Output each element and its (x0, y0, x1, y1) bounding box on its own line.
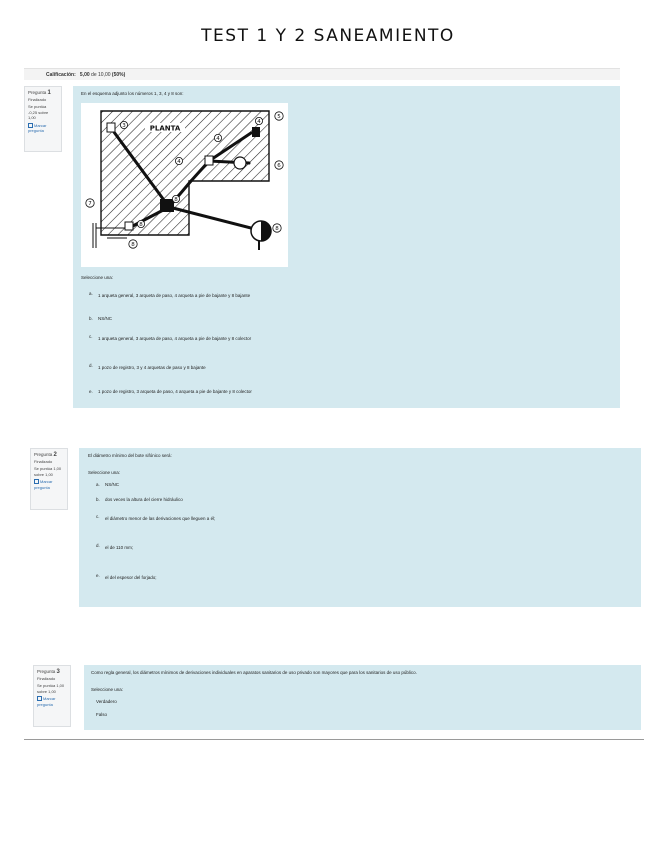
question-status-2: Finalizado (34, 458, 53, 464)
answer-option[interactable] (96, 482, 119, 488)
option-text: 1 arqueta general, 3 arqueta de paso, 4 arqueta a pie de bajante y 8 colector (98, 336, 252, 341)
option-letter: b. (89, 316, 93, 321)
sewage-scheme-figure (81, 103, 288, 267)
callout-5: 5 (277, 114, 281, 120)
select-label-1: Seleccione una: (81, 275, 114, 280)
callout-4b: 4 (257, 119, 261, 125)
answer-option[interactable] (96, 699, 117, 705)
answer-option[interactable] (96, 543, 133, 551)
grade-summary: Calificación: 5,00 de 10,00 (50%) (24, 68, 620, 80)
option-letter: b. (96, 497, 100, 502)
flag-question-link-1[interactable]: Marcar pregunta (28, 122, 47, 133)
option-text: el diámetro menor de las derivaciones que lleguen a él; (105, 516, 216, 521)
question-text-3: Como regla general, los diámetros mínimos de derivaciones individuales en aparatos sanitarios de uso privado son mayores que para los sanitarios de uso público. (91, 670, 417, 675)
option-letter: c. (89, 334, 93, 339)
page-divider (24, 739, 644, 740)
option-text: NS/NC (105, 482, 120, 487)
answer-option[interactable] (89, 363, 206, 371)
question-number-2: Pregunta 2 (34, 452, 57, 458)
question-status-3: Finalizado (37, 675, 56, 681)
callout-8d: 8 (275, 226, 279, 232)
option-text: 1 pozo de registro, 3 arqueta de paso, 4 arqueta a pie de bajante y 8 colector (98, 389, 252, 394)
question-text-1: En el esquema adjunto los números 1, 3, 4 y 8 son: (81, 91, 184, 96)
question-card-2 (79, 448, 641, 607)
callout-6: 6 (277, 163, 281, 169)
select-label-2: Seleccione una: (88, 470, 121, 475)
document-title: TEST 1 Y 2 SANEAMIENTO (201, 26, 455, 46)
option-text: el de 110 mm; (105, 545, 134, 550)
option-letter: e. (96, 573, 100, 578)
grade-percent: (50%) (111, 72, 126, 78)
callout-7: 7 (88, 201, 92, 207)
question-info-1 (24, 86, 62, 152)
question-info-2 (30, 448, 68, 510)
question-score-2: Se puntúa 1,00 sobre 1,00 (34, 466, 62, 477)
answer-option[interactable] (89, 334, 251, 342)
question-score-1: Se puntúa -0,25 sobre 1,00 (28, 104, 49, 120)
option-text: 1 pozo de registro, 3 y 4 arquetas de paso y 8 bajante (98, 365, 206, 370)
option-text: NS/NC (98, 316, 113, 321)
sewage-scheme-diagram (81, 103, 288, 267)
option-text: Verdadero (96, 699, 117, 704)
select-label-3: Seleccione una: (91, 687, 124, 692)
callout-8a: 8 (174, 197, 178, 203)
option-letter: a. (96, 482, 100, 487)
flag-question-link-2[interactable]: Marcar pregunta (34, 479, 53, 490)
answer-option[interactable] (96, 712, 107, 718)
option-text: el del espesor del forjado; (105, 575, 157, 580)
grade-rest: de 10,00 (91, 72, 111, 78)
option-text: dos veces la altura del cierre hidráulico (105, 497, 183, 502)
answer-option[interactable] (96, 573, 157, 581)
answer-option[interactable] (89, 316, 112, 322)
callout-8b: 8 (139, 222, 143, 228)
callout-4a: 4 (216, 136, 220, 142)
question-text-2: El diámetro mínimo del bote sifónico será: (88, 453, 172, 458)
planta-label: PLANTA (149, 124, 181, 133)
answer-option[interactable] (96, 514, 215, 522)
answer-option[interactable] (96, 497, 183, 503)
option-letter: a. (89, 291, 93, 296)
callout-3: 3 (122, 123, 126, 129)
question-status-1: Finalizado (28, 96, 47, 102)
answer-option[interactable] (89, 389, 252, 395)
answer-option[interactable] (89, 291, 250, 299)
callout-4c: 4 (177, 159, 181, 165)
option-letter: d. (96, 543, 100, 548)
question-number-3: Pregunta 3 (37, 669, 60, 675)
option-letter: c. (96, 514, 100, 519)
option-text: 1 arqueta general, 3 arqueta de paso, 4 arqueta a pie de bajante y 8 bajante (98, 293, 251, 298)
grade-value: 5,00 (79, 72, 90, 78)
option-letter: e. (89, 389, 93, 394)
question-number-1: Pregunta 1 (28, 90, 51, 96)
option-text: Falso (96, 712, 108, 717)
option-letter: d. (89, 363, 93, 368)
callout-8c: 8 (131, 242, 135, 248)
question-score-3: Se puntúa 1,00 sobre 1,00 (37, 683, 65, 694)
question-card-3 (84, 665, 641, 730)
grade-label: Calificación (46, 72, 75, 78)
question-card-1 (73, 86, 620, 408)
question-info-3 (33, 665, 71, 727)
flag-question-link-3[interactable]: Marcar pregunta (37, 696, 56, 707)
